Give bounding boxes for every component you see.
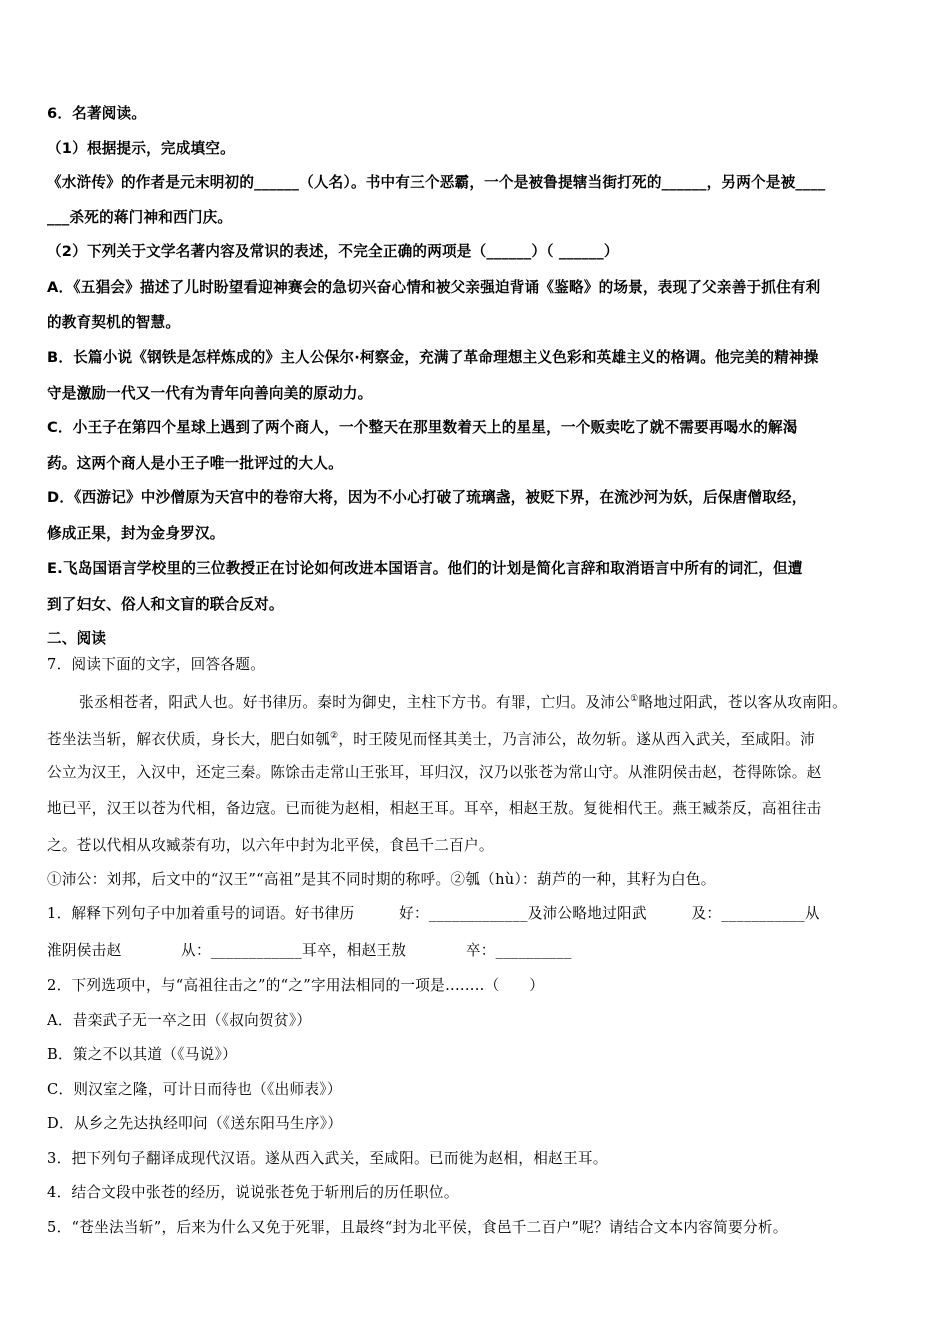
question-2-option-b: B．策之不以其道（《马说》） bbox=[47, 1046, 238, 1063]
option-b-line-1: B．长篇小说《钢铁是怎样炼成的》主人公保尔·柯察金，充满了革命理想主义色彩和英雄主义的格调。他完美的精神操 bbox=[47, 349, 819, 366]
footnote: ①沛公：刘邦，后文中的“汉王”“高祖”是其不同时期的称呼。②瓠（hù）：葫芦的一种，其籽为白色。 bbox=[47, 871, 716, 888]
question-6-heading: 6．名著阅读。 bbox=[47, 105, 147, 122]
passage-line-3: 公立为汉王，入汉中，还定三秦。陈馀击走常山王张耳，耳归汉，汉乃以张苍为常山守。从淮阴侯击赵，苍得陈馀。赵 bbox=[47, 764, 822, 781]
passage-text: ，时王陵见而怪其美士，乃言沛公，故勿斩。遂从西入武关，至咸阳。沛 bbox=[338, 730, 815, 748]
option-e-line-2: 到了妇女、俗人和文盲的联合反对。 bbox=[47, 596, 284, 613]
option-d-line-2: 修成正果，封为金身罗汉。 bbox=[47, 525, 225, 542]
passage-text: 苍坐法当斩，解衣伏质，身长大，肥白如瓠 bbox=[47, 730, 330, 748]
question-1-line-2: 淮阴侯击赵 从：____________耳卒，相赵王敖 卒：__________ bbox=[47, 942, 572, 959]
option-c-line-2: 药。这两个商人是小王子唯一批评过的大人。 bbox=[47, 455, 343, 472]
question-3: 3．把下列句子翻译成现代汉语。遂从西入武关，至咸阳。已而徙为赵相，相赵王耳。 bbox=[47, 1150, 608, 1167]
question-2-option-a: A．昔栾武子无一卒之田（《叔向贺贫》） bbox=[47, 1012, 312, 1029]
option-b-line-2: 守是激励一代又一代有为青年向善向美的原动力。 bbox=[47, 385, 373, 402]
passage-text: 张丞相苍者，阳武人也。好书律历。秦时为御史，主柱下方书。有罪，亡归。及沛公 bbox=[79, 693, 631, 711]
passage-line-5: 之。苍以代相从攻臧荼有功，以六年中封为北平侯，食邑千二百户。 bbox=[47, 837, 494, 854]
question-2: 2．下列选项中，与“高祖往击之”的“之”字用法相同的一项是........（ ） bbox=[47, 977, 545, 994]
footnote-marker-1: ① bbox=[630, 694, 639, 704]
question-2-option-c: C．则汉室之隆，可计日而待也（《出师表》） bbox=[47, 1081, 342, 1098]
question-7-title: 7．阅读下面的文字，回答各题。 bbox=[47, 656, 266, 673]
option-d-line-1: D．《西游记》中沙僧原为天宫中的卷帘大将，因为不小心打破了琉璃盏，被贬下界，在流沙河为妖，后保唐僧取经， bbox=[47, 489, 807, 506]
question-6-sub1: （1）根据提示，完成填空。 bbox=[47, 140, 235, 157]
question-4: 4．结合文段中张苍的经历，说说张苍免于斩刑后的历任职位。 bbox=[47, 1184, 459, 1201]
passage-line-1 bbox=[79, 689, 909, 713]
passage-text: 略地过阳武，苍以客从攻南阳。 bbox=[638, 693, 847, 711]
question-1-line-1: 1．解释下列句子中加着重号的词语。好书律历 好：_____________及沛公略地过阳武 及：___________从 bbox=[47, 905, 820, 922]
question-2-option-d: D．从乡之先达执经叩问（《送东阳马生序》） bbox=[47, 1115, 343, 1132]
option-c-line-1: C．小王子在第四个星球上遇到了两个商人，一个整天在那里数着天上的星星，一个贩卖吃了就不需要再喝水的解渴 bbox=[47, 419, 798, 436]
option-e-line-1: E.飞岛国语言学校里的三位教授正在讨论如何改进本国语言。他们的计划是简化言辞和取消语言中所有的词汇，但遭 bbox=[47, 560, 803, 577]
fill-blank-line-1: 《水浒传》的作者是元末明初的______（人名）。书中有三个恶霸，一个是被鲁提辖当街打死的______，另两个是被____ bbox=[47, 174, 826, 191]
passage-line-2 bbox=[47, 726, 909, 750]
passage-line-4: 地已平，汉王以苍为代相，备边寇。已而徙为赵相，相赵王耳。耳卒，相赵王敖。复徙相代王。燕王臧荼反，高祖往击 bbox=[47, 800, 822, 817]
question-5: 5．“苍坐法当斩”，后来为什么又免于死罪，且最终“封为北平侯，食邑千二百户”呢？请结合文本内容简要分析。 bbox=[47, 1219, 788, 1236]
footnote-marker-2: ② bbox=[329, 731, 339, 741]
section-reading-heading: 二、阅读 bbox=[47, 630, 107, 647]
option-a-line-2: 的教育契机的智慧。 bbox=[47, 314, 181, 331]
question-6-sub2: （2）下列关于文学名著内容及常识的表述，不完全正确的两项是（______）（ ______） bbox=[47, 243, 619, 260]
fill-blank-line-2: ___杀死的蒋门神和西门庆。 bbox=[47, 209, 233, 226]
option-a-line-1: A．《五猖会》描述了儿时盼望看迎神赛会的急切兴奋心情和被父亲强迫背诵《鉴略》的场景，表现了父亲善于抓住有利 bbox=[47, 279, 821, 296]
